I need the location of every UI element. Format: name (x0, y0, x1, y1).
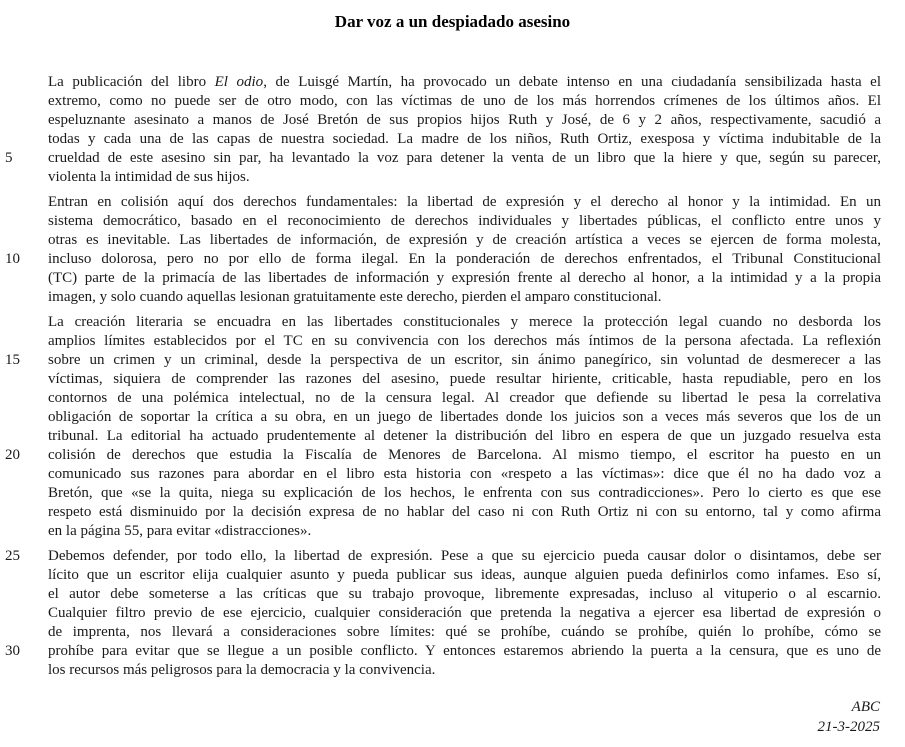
line-number: 15 (5, 352, 20, 368)
text-line (48, 111, 881, 130)
text-line (48, 370, 881, 389)
line-text: los recursos más peligrosos para la democracia y la convivencia. (48, 662, 436, 678)
line-text: extremo, como no puede ser de otro modo, con las víctimas de uno de los más horrendos crímenes de los últimos años. El (48, 93, 881, 109)
line-number: 5 (5, 150, 13, 166)
page-title: Dar voz a un despiadado asesino (334, 12, 571, 31)
text-line (48, 231, 881, 250)
line-text: (TC) parte de la primacía de las libertades de información y expresión frente al derecho al honor, a la intimidad y a la propia (48, 270, 881, 286)
line-text: sobre un crimen y un criminal, desde la perspectiva de un escritor, sin ánimo panegírico, sin voluntad de desmerecer a las (48, 352, 881, 368)
line-text: amplios límites establecidos por el TC en su convivencia con los derechos más íntimos de la persona afectada. La reflexión (48, 333, 881, 349)
line-text: Bretón, que «se la quita, niega su explicación de los hechos, le enfrenta con sus contradicciones». Pero lo cierto es que ese (48, 485, 881, 501)
text-line (48, 585, 881, 604)
line-number: 30 (5, 643, 20, 659)
line-text: prohíbe para evitar que se llegue a un posible conflicto. Y entonces estaremos abriendo la puerta a la censura, que es uno de (48, 643, 881, 659)
text-line (48, 661, 881, 680)
line-text: el autor debe someterse a las críticas que su trabajo provoque, libremente expresadas, incluso al vituperio o al escarnio. (48, 586, 881, 602)
line-text: La creación literaria se encuadra en las libertades constitucionales y merece la protección legal cuando no desborda los (48, 314, 881, 330)
line-text: víctimas, siquiera de comprender las razones del asesino, puede resultar hiriente, criticable, hasta repudiable, pero en los (48, 371, 881, 387)
line-number: 20 (5, 447, 20, 463)
line-text: en la página 55, para evitar «distracciones». (48, 523, 312, 539)
attribution (818, 697, 881, 737)
text-line (5, 149, 881, 168)
text-body (5, 73, 881, 680)
text-line (48, 503, 881, 522)
line-text: imagen, y solo cuando aquellas lesionan gratuitamente este derecho, pierden el amparo constitucional. (48, 289, 662, 305)
text-line (48, 604, 881, 623)
text-line (48, 92, 881, 111)
text-line (48, 288, 881, 307)
line-text: contornos de una polémica intelectual, no de la censura legal. Al creador que defiende su libertad le pesa la correlativa (48, 390, 881, 406)
text-line (48, 73, 881, 92)
text-line (48, 389, 881, 408)
text-line (48, 566, 881, 585)
line-text: tribunal. La editorial ha actuado prudentemente al detener la distribución del libro en espera de que un juzgado resuelva esta (48, 428, 881, 444)
text-line (48, 427, 881, 446)
line-text: crueldad de este asesino sin par, ha levantado la voz para detener la venta de un libro que la hiere y que, según su parecer, (48, 150, 881, 166)
text-line (48, 269, 881, 288)
line-number: 10 (5, 251, 20, 267)
line-text: Cualquier filtro previo de ese ejercicio, cualquier consideración que pretenda la negativa a ejercer esa libertad de expresión o (48, 605, 881, 621)
text-line (48, 130, 881, 149)
text-line (5, 642, 881, 661)
line-text: lícito que un escritor elija cualquier asunto y pueda publicar sus ideas, aunque alguien pueda definirlos como infames. Eso sí, (48, 567, 881, 583)
text-line (48, 332, 881, 351)
text-line (48, 465, 881, 484)
text-line (48, 212, 881, 231)
text-line (48, 193, 881, 212)
text-line (48, 484, 881, 503)
line-text: comunicado sus razones para abordar en el libro esta historia con «respeto a las víctimas»: dice que él no ha dado voz a (48, 466, 881, 482)
line-number: 25 (5, 548, 20, 564)
line-text: todas y cada una de las capas de nuestra sociedad. La madre de los niños, Ruth Ortiz, exesposa y víctima indubitable de la (48, 131, 881, 147)
text-line (5, 547, 881, 566)
line-text: Debemos defender, por todo ello, la libertad de expresión. Pese a que su ejercicio pueda causar dolor o disintamos, debe ser (48, 548, 881, 564)
paragraph (5, 193, 881, 307)
line-text: de imprenta, nos llevará a consideraciones sobre límites: qué se prohíbe, cuándo se prohíbe, quién lo prohíbe, cómo se (48, 624, 881, 640)
text-line (48, 408, 881, 427)
text-line (48, 623, 881, 642)
line-text: incluso dolorosa, pero no por ello de forma ilegal. En la ponderación de derechos enfrentados, el Tribunal Constitucional (48, 251, 881, 267)
source-date: 21-3-2025 (817, 719, 880, 735)
line-text: violenta la intimidad de sus hijos. (48, 169, 250, 185)
line-text: espeluznante asesinato a manos de José Bretón de sus propios hijos Ruth y José, de 6 y 2 años, respectivamente, sacudió a (48, 112, 881, 128)
text-line (5, 250, 881, 269)
text-line (5, 446, 881, 465)
line-text: colisión de derechos que estudia la Fiscalía de Menores de Barcelona. Al mismo tiempo, el escritor ha puesto en un (48, 447, 881, 463)
line-text: sistema democrático, basado en el reconocimiento de derechos individuales y libertades públicas, el conflicto entre unos y (48, 213, 881, 229)
line-text: Entran en colisión aquí dos derechos fundamentales: la libertad de expresión y el derecho al honor y la intimidad. En un (48, 194, 881, 210)
paragraph (5, 73, 881, 187)
text-line (48, 313, 881, 332)
text-line (48, 522, 881, 541)
text-line (48, 168, 881, 187)
paragraph (5, 313, 881, 541)
paragraph (5, 547, 881, 680)
source-name: ABC (851, 699, 880, 715)
line-text: La publicación del libro El odio, de Luisgé Martín, ha provocado un debate intenso en una ciudadanía sensibilizada hasta el (48, 74, 881, 90)
line-text: respeto está disminuido por la decisión expresa de no hablar del caso ni con Ruth Ortiz ni con su entorno, tal y como afirma (48, 504, 881, 520)
text-line (5, 351, 881, 370)
line-text: obligación de soportar la crítica a su obra, en un juego de libertades donde los juicios son a veces más severos que los de un (48, 409, 881, 425)
line-text: otras es inevitable. Las libertades de información, de expresión y de creación artística a veces se ejercen de forma molesta, (48, 232, 881, 248)
